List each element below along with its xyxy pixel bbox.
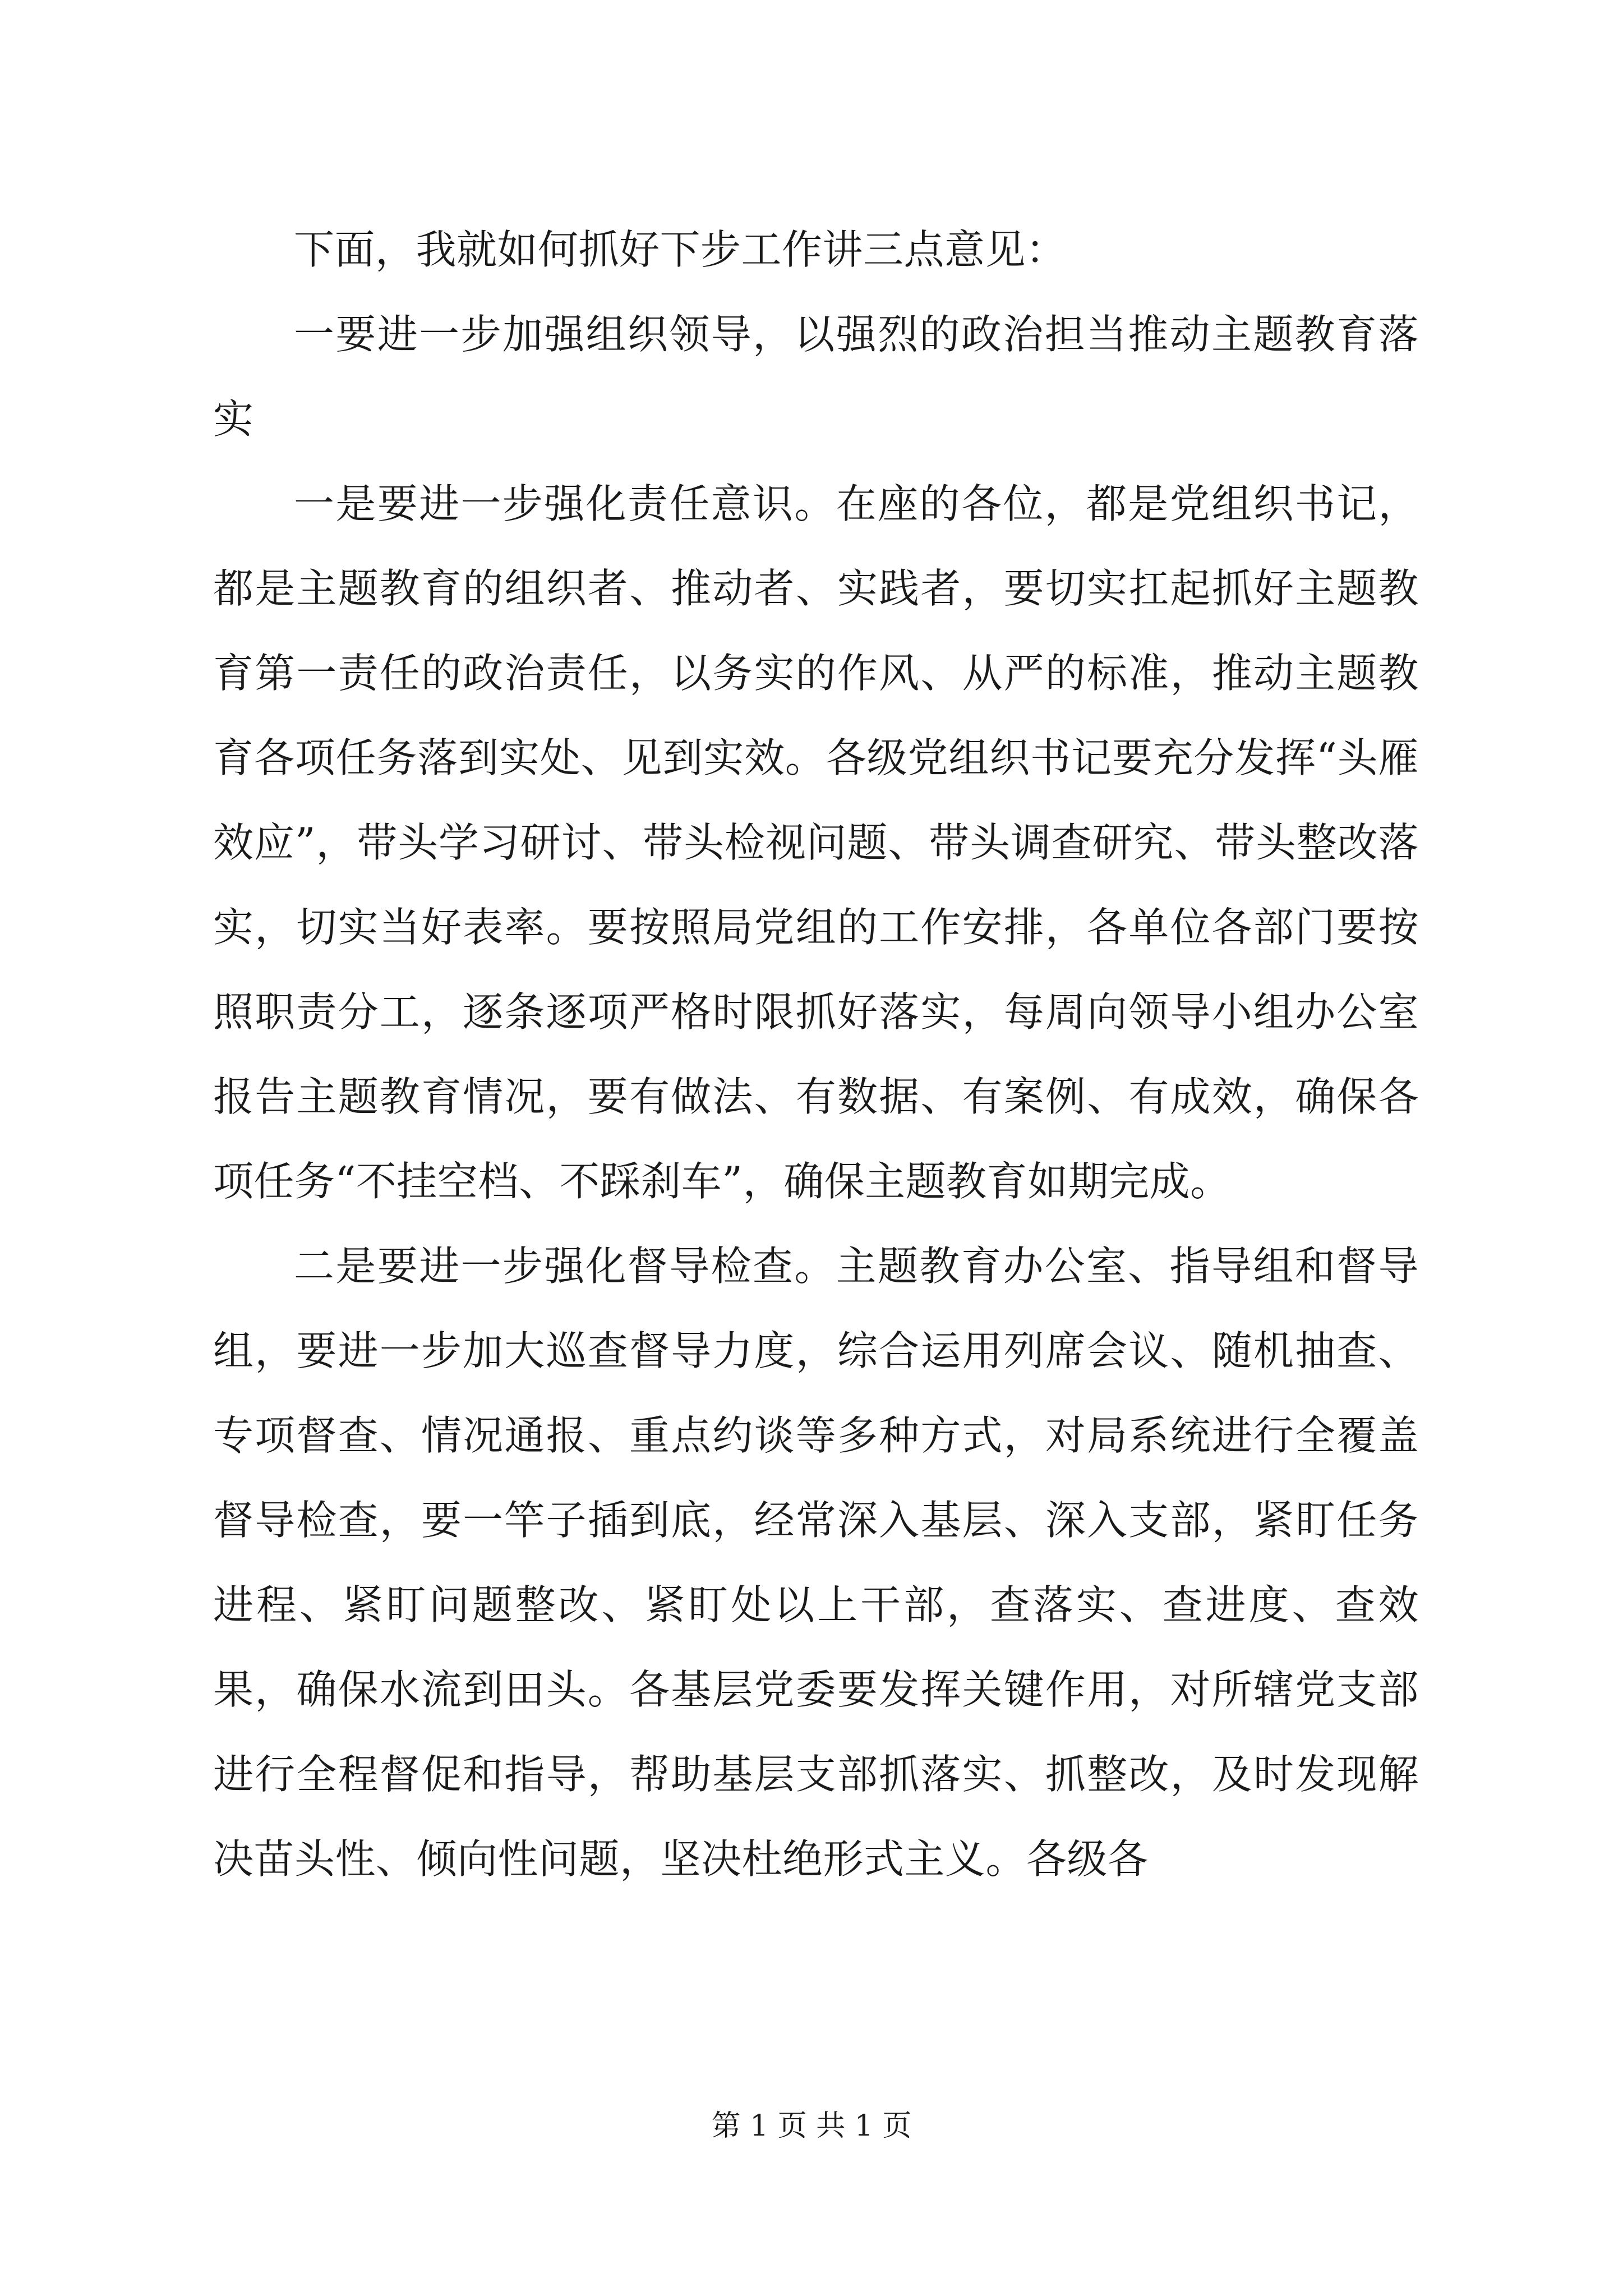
paragraph-responsibility: 一是要进一步强化责任意识。在座的各位，都是党组织书记，都是主题教育的组织者、推动者、实践者，要切实扛起抓好主题教育第一责任的政治责任，以务实的作风、从严的标准，推动主题教育各项任务落到实处、见到实效。各级党组织书记要充分发挥“头雁效应”，带头学习研讨、带头检视问题、带头调查研究、带头整改落实，切实当好表率。要按照局党组的工作安排，各单位各部门要按照职责分工，逐条逐项严格时限抓好落实，每周向领导小组办公室报告主题教育情况，要有做法、有数据、有案例、有成效，确保各项任务“不挂空档、不踩刹车”，确保主题教育如期完成。 (213, 480, 1419, 1205)
document-body (213, 208, 1419, 1902)
paragraph-intro: 下面，我就如何抓好下步工作讲三点意见： (294, 226, 1067, 273)
page-footer: 第 1 页 共 1 页 (711, 2109, 912, 2143)
paragraph-heading-one: 一要进一步加强组织领导，以强烈的政治担当推动主题教育落实 (213, 311, 1419, 443)
paragraph-supervision: 二是要进一步强化督导检查。主题教育办公室、指导组和督导组，要进一步加大巡查督导力度，综合运用列席会议、随机抽查、专项督查、情况通报、重点约谈等多种方式，对局系统进行全覆盖督导检查，要一竿子插到底，经常深入基层、深入支部，紧盯任务进程、紧盯问题整改、紧盯处以上干部，查落实、查进度、查效果，确保水流到田头。各基层党委要发挥关键作用，对所辖党支部进行全程督促和指导，帮助基层支部抓落实、抓整改，及时发现解决苗头性、倾向性问题，坚决杜绝形式主义。各级各 (213, 1243, 1419, 1883)
